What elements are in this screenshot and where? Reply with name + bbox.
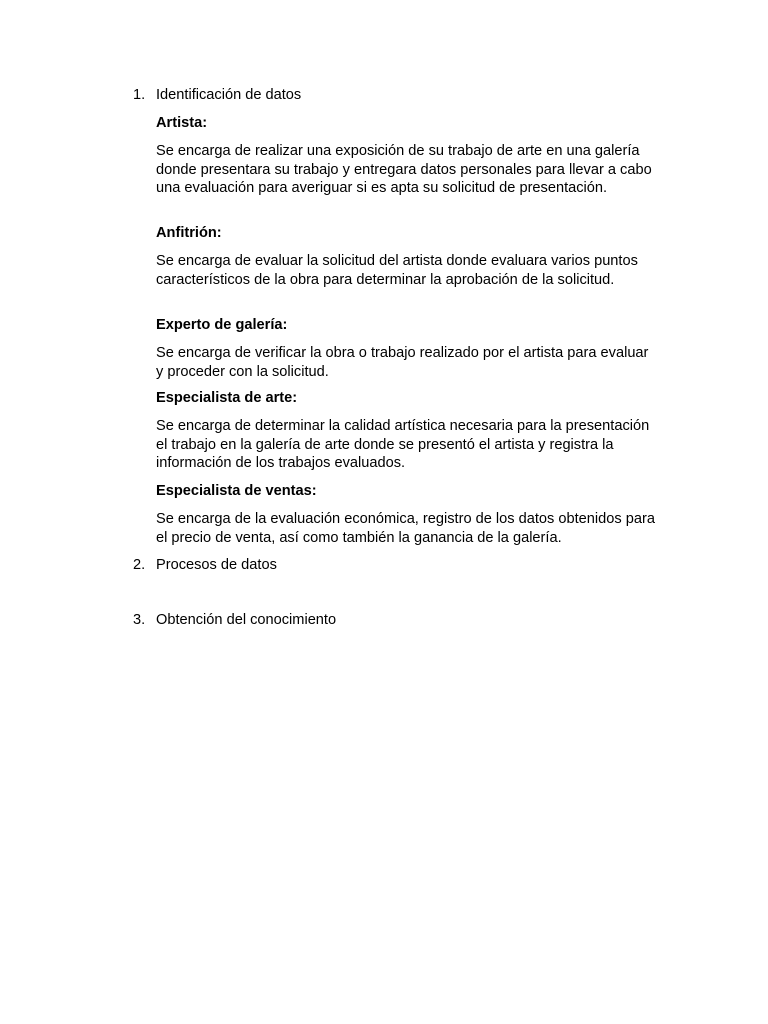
role-artista: [156, 114, 656, 197]
section-number: 1.: [133, 87, 146, 103]
role-name: Especialista de ventas:: [156, 483, 317, 499]
role-name: Artista:: [156, 115, 208, 131]
section-number: 2.: [133, 557, 146, 573]
role-description: Se encarga de realizar una exposición de su trabajo de arte en una galería donde presentara su trabajo y entregara datos personales para llevar a cabo una evaluación para averiguar si es apta su solicitud de presentación.: [156, 143, 652, 196]
section-title: Obtención del conocimiento: [156, 612, 337, 628]
role-especialista-ventas: [156, 482, 656, 547]
role-especialista-arte: [156, 389, 656, 472]
role-description: Se encarga de determinar la calidad artística necesaria para la presentación el trabajo en la galería de arte donde se presentó el artista y registra la información de los trabajos evaluados.: [156, 418, 650, 471]
role-name: Experto de galería:: [156, 317, 288, 333]
section-title: Identificación de datos: [156, 87, 302, 103]
role-anfitrion: [156, 224, 656, 289]
section-number: 3.: [133, 612, 146, 628]
section-title: Procesos de datos: [156, 557, 277, 573]
role-description: Se encarga de verificar la obra o trabajo realizado por el artista para evaluar y proceder con la solicitud.: [156, 345, 649, 380]
role-name: Anfitrión:: [156, 225, 222, 241]
role-description: Se encarga de la evaluación económica, registro de los datos obtenidos para el precio de venta, así como también la ganancia de la galería.: [156, 511, 655, 546]
role-name: Especialista de arte:: [156, 390, 298, 406]
role-experto-galeria: [156, 316, 656, 381]
role-description: Se encarga de evaluar la solicitud del artista donde evaluara varios puntos característicos de la obra para determinar la aprobación de la solicitud.: [156, 253, 638, 288]
